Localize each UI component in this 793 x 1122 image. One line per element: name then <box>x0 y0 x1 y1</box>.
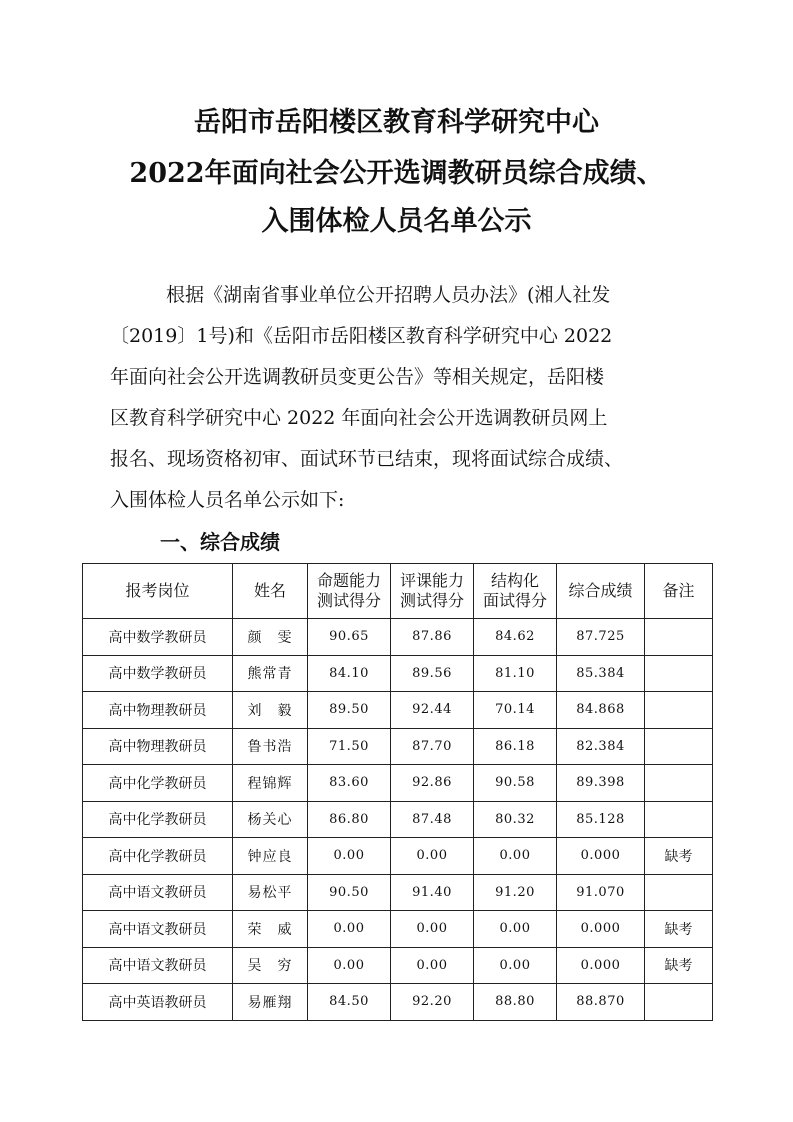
cell-remarks: 缺考 <box>645 911 713 948</box>
paragraph-line: 区教育科学研究中心 2022 年面向社会公开选调教研员网上 <box>110 407 608 429</box>
cell-structured-interview-score: 84.62 <box>474 619 557 656</box>
table-row <box>83 728 713 765</box>
cell-total-score: 0.000 <box>557 838 645 875</box>
table-row <box>83 984 713 1021</box>
cell-remarks: 缺考 <box>645 838 713 875</box>
cell-lesson-evaluation-score: 0.00 <box>391 911 474 948</box>
cell-lesson-evaluation-score: 0.00 <box>391 947 474 984</box>
cell-question-design-score: 84.50 <box>308 984 391 1021</box>
cell-remarks: 缺考 <box>645 947 713 984</box>
cell-structured-interview-score: 0.00 <box>474 838 557 875</box>
cell-structured-interview-score: 86.18 <box>474 728 557 765</box>
cell-total-score: 84.868 <box>557 692 645 729</box>
cell-lesson-evaluation-score: 91.40 <box>391 874 474 911</box>
cell-question-design-score: 83.60 <box>308 765 391 802</box>
cell-name: 熊常青 <box>233 655 308 692</box>
paragraph-line: 年面向社会公开选调教研员变更公告》等相关规定，岳阳楼 <box>110 366 605 388</box>
cell-position: 高中语文教研员 <box>83 874 233 911</box>
cell-lesson-evaluation-score: 92.44 <box>391 692 474 729</box>
table-row <box>83 619 713 656</box>
cell-structured-interview-score: 0.00 <box>474 947 557 984</box>
cell-remarks <box>645 765 713 802</box>
cell-structured-interview-score: 0.00 <box>474 911 557 948</box>
cell-name: 荣 威 <box>233 911 308 948</box>
cell-structured-interview-score: 91.20 <box>474 874 557 911</box>
cell-name: 鲁书浩 <box>233 728 308 765</box>
table-header-row <box>83 564 713 619</box>
section-heading: 一、综合成绩 <box>160 530 280 554</box>
table-row <box>83 838 713 875</box>
cell-name: 易松平 <box>233 874 308 911</box>
cell-structured-interview-score: 81.10 <box>474 655 557 692</box>
cell-position: 高中化学教研员 <box>83 765 233 802</box>
cell-question-design-score: 84.10 <box>308 655 391 692</box>
document-title-line-3: 入围体检人员名单公示 <box>261 206 532 237</box>
cell-total-score: 85.128 <box>557 801 645 838</box>
cell-total-score: 89.398 <box>557 765 645 802</box>
cell-total-score: 88.870 <box>557 984 645 1021</box>
cell-lesson-evaluation-score: 0.00 <box>391 838 474 875</box>
paragraph-line: 〔2019〕1号)和《岳阳市岳阳楼区教育科学研究中心 2022 <box>110 325 613 347</box>
cell-structured-interview-score: 88.80 <box>474 984 557 1021</box>
cell-position: 高中物理教研员 <box>83 692 233 729</box>
cell-total-score: 91.070 <box>557 874 645 911</box>
cell-name: 易雁翔 <box>233 984 308 1021</box>
header-name: 姓名 <box>233 564 308 619</box>
cell-lesson-evaluation-score: 87.70 <box>391 728 474 765</box>
cell-question-design-score: 0.00 <box>308 911 391 948</box>
table-row <box>83 801 713 838</box>
cell-question-design-score: 90.65 <box>308 619 391 656</box>
cell-question-design-score: 86.80 <box>308 801 391 838</box>
cell-question-design-score: 71.50 <box>308 728 391 765</box>
cell-total-score: 0.000 <box>557 947 645 984</box>
document-title-line-2: 2022年面向社会公开选调教研员综合成绩、 <box>129 158 664 189</box>
cell-question-design-score: 89.50 <box>308 692 391 729</box>
cell-position: 高中数学教研员 <box>83 619 233 656</box>
header-question-design-score: 命题能力 测试得分 <box>308 564 391 619</box>
cell-name: 刘 毅 <box>233 692 308 729</box>
score-table <box>82 563 713 1021</box>
cell-total-score: 85.384 <box>557 655 645 692</box>
cell-remarks <box>645 619 713 656</box>
table-row <box>83 947 713 984</box>
cell-name: 杨关心 <box>233 801 308 838</box>
header-position: 报考岗位 <box>83 564 233 619</box>
table-row <box>83 911 713 948</box>
cell-position: 高中物理教研员 <box>83 728 233 765</box>
cell-name: 钟应良 <box>233 838 308 875</box>
document-title-line-1: 岳阳市岳阳楼区教育科学研究中心 <box>194 107 599 138</box>
header-lesson-evaluation-score: 评课能力 测试得分 <box>391 564 474 619</box>
cell-remarks <box>645 692 713 729</box>
cell-name: 吴 穷 <box>233 947 308 984</box>
paragraph-line: 报名、现场资格初审、面试环节已结束，现将面试综合成绩、 <box>110 448 624 470</box>
cell-position: 高中语文教研员 <box>83 911 233 948</box>
cell-total-score: 87.725 <box>557 619 645 656</box>
header-remarks: 备注 <box>645 564 713 619</box>
table-row <box>83 692 713 729</box>
cell-position: 高中化学教研员 <box>83 801 233 838</box>
cell-position: 高中化学教研员 <box>83 838 233 875</box>
cell-lesson-evaluation-score: 92.86 <box>391 765 474 802</box>
cell-remarks <box>645 984 713 1021</box>
cell-name: 程锦辉 <box>233 765 308 802</box>
body-paragraph <box>110 275 690 521</box>
cell-total-score: 82.384 <box>557 728 645 765</box>
cell-lesson-evaluation-score: 92.20 <box>391 984 474 1021</box>
table-row <box>83 874 713 911</box>
header-total-score: 综合成绩 <box>557 564 645 619</box>
paragraph-line: 根据《湖南省事业单位公开招聘人员办法》(湘人社发 <box>166 284 611 306</box>
cell-total-score: 0.000 <box>557 911 645 948</box>
cell-question-design-score: 90.50 <box>308 874 391 911</box>
cell-position: 高中语文教研员 <box>83 947 233 984</box>
cell-lesson-evaluation-score: 87.86 <box>391 619 474 656</box>
cell-position: 高中数学教研员 <box>83 655 233 692</box>
cell-position: 高中英语教研员 <box>83 984 233 1021</box>
cell-question-design-score: 0.00 <box>308 838 391 875</box>
cell-remarks <box>645 874 713 911</box>
paragraph-line: 入围体检人员名单公示如下: <box>110 489 345 511</box>
cell-lesson-evaluation-score: 87.48 <box>391 801 474 838</box>
header-structured-interview-score: 结构化 面试得分 <box>474 564 557 619</box>
cell-structured-interview-score: 90.58 <box>474 765 557 802</box>
cell-remarks <box>645 728 713 765</box>
cell-remarks <box>645 655 713 692</box>
cell-remarks <box>645 801 713 838</box>
cell-question-design-score: 0.00 <box>308 947 391 984</box>
cell-name: 颜 雯 <box>233 619 308 656</box>
table-row <box>83 765 713 802</box>
cell-structured-interview-score: 70.14 <box>474 692 557 729</box>
cell-structured-interview-score: 80.32 <box>474 801 557 838</box>
cell-lesson-evaluation-score: 89.56 <box>391 655 474 692</box>
table-row <box>83 655 713 692</box>
